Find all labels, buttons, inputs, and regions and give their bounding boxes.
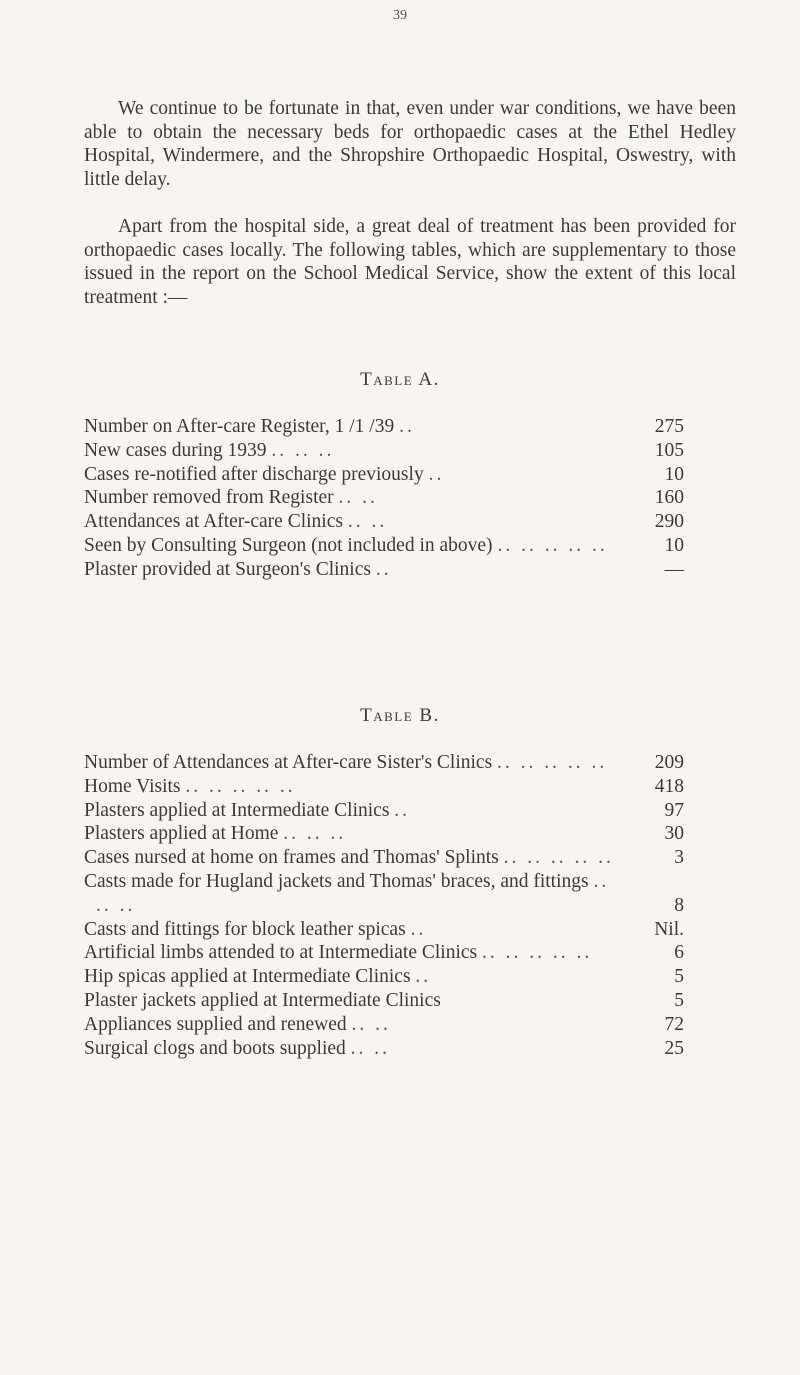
table-row	[84, 751, 684, 775]
table-row	[84, 534, 684, 558]
row-label-text: Cases nursed at home on frames and Thomas' Splints	[84, 847, 499, 869]
row-label-text: Artificial limbs attended to at Intermediate Clinics	[84, 942, 478, 964]
row-label	[84, 989, 614, 1013]
table-row	[84, 941, 684, 965]
row-leader-dots: .. ..	[347, 511, 388, 533]
row-value: 5	[674, 966, 684, 988]
row-leader-dots: .. .. ..	[96, 870, 610, 916]
row-label	[84, 463, 614, 487]
row-value: 25	[664, 1037, 684, 1059]
row-leader-dots: ..	[394, 799, 411, 821]
row-label-text: Number on After-care Register, 1 /1 /39	[84, 416, 395, 437]
table-row	[84, 439, 684, 463]
row-label	[84, 775, 614, 799]
row-label	[84, 1037, 614, 1061]
row-label-text: Casts made for Hugland jackets and Thomas' braces, and fittings	[84, 870, 589, 892]
table-row	[84, 846, 684, 870]
row-label	[84, 751, 614, 775]
row-leader-dots: ..	[428, 463, 445, 485]
row-value: 275	[654, 416, 684, 437]
row-label-text: Number of Attendances at After-care Sister's Clinics	[84, 752, 493, 773]
row-label-text: Attendances at After-care Clinics	[84, 511, 343, 533]
row-label-text: Appliances supplied and renewed	[84, 1013, 347, 1035]
row-label	[84, 799, 614, 823]
row-leader-dots: ..	[410, 918, 427, 940]
table-row	[84, 415, 684, 439]
row-value: 3	[674, 847, 684, 869]
row-leader-dots: ..	[415, 966, 432, 988]
row-leader-dots: .. .. ..	[283, 823, 347, 845]
row-label-text: Number removed from Register	[84, 487, 334, 509]
row-label	[84, 822, 614, 846]
row-value: 6	[674, 942, 684, 964]
row-value: 290	[654, 511, 684, 533]
row-label-text: Plaster provided at Surgeon's Clinics	[84, 558, 371, 580]
table-row	[84, 558, 684, 582]
row-value: 8	[674, 894, 684, 916]
table-row	[84, 918, 684, 942]
row-label-text: Plaster jackets applied at Intermediate Clinics	[84, 989, 441, 1011]
row-leader-dots: ..	[399, 416, 415, 437]
table-row	[84, 1013, 684, 1037]
table-row	[84, 822, 684, 846]
row-leader-dots: .. ..	[351, 1013, 391, 1035]
row-leader-dots: .. .. .. .. ..	[185, 775, 296, 797]
row-label-text: New cases during 1939	[84, 439, 267, 461]
row-label	[84, 439, 614, 463]
row-leader-dots: .. ..	[350, 1037, 391, 1059]
row-label-text: Cases re-notified after discharge previously	[84, 463, 424, 485]
row-leader-dots: .. ..	[338, 487, 378, 509]
row-value: 160	[654, 487, 684, 509]
row-label	[84, 510, 614, 534]
table-row	[84, 1037, 684, 1061]
row-label-text: Plasters applied at Home	[84, 823, 279, 845]
treatment-paragraph: Apart from the hospital side, a great deal of treatment has been provided for orthopaedic cases locally. The following tables, which are supplementary to those issued in the report on the School Medical Service, show the extent of this local treatment :—	[84, 216, 736, 308]
row-label	[84, 486, 614, 510]
row-label-text: Plasters applied at Intermediate Clinics	[84, 799, 390, 821]
row-label-text: Casts and fittings for block leather spicas	[84, 918, 406, 940]
table-a-title: Table A.	[360, 369, 440, 390]
table-row	[84, 463, 684, 487]
table-a	[84, 415, 684, 582]
row-leader-dots: .. .. .. .. ..	[503, 847, 614, 869]
row-value: 97	[664, 799, 684, 821]
row-label	[84, 415, 614, 439]
row-value: 72	[664, 1013, 684, 1035]
table-row	[84, 870, 684, 918]
row-leader-dots: ..	[375, 558, 392, 580]
table-b-title: Table B.	[360, 705, 440, 726]
row-value: 5	[674, 989, 684, 1011]
row-value: 10	[664, 534, 684, 556]
row-label-text: Surgical clogs and boots supplied	[84, 1037, 346, 1059]
table-b	[84, 751, 684, 1060]
row-value: 10	[664, 463, 684, 485]
row-label	[84, 1013, 614, 1037]
row-label-text: Hip spicas applied at Intermediate Clinics	[84, 966, 411, 988]
row-label-text: Home Visits	[84, 775, 181, 797]
row-label	[84, 534, 614, 558]
table-row	[84, 989, 684, 1013]
table-row	[84, 775, 684, 799]
row-label	[84, 846, 614, 870]
table-row	[84, 510, 684, 534]
page-number: 39	[393, 8, 407, 23]
table-row	[84, 486, 684, 510]
row-value: 30	[664, 823, 684, 845]
row-leader-dots: .. .. .. .. ..	[497, 534, 608, 556]
row-value: 418	[654, 775, 684, 797]
row-label-text: Seen by Consulting Surgeon (not included in above)	[84, 534, 493, 556]
row-leader-dots: .. .. .. .. ..	[482, 942, 593, 964]
row-value: Nil.	[654, 918, 684, 940]
row-label	[84, 918, 614, 942]
intro-paragraph: We continue to be fortunate in that, even under war conditions, we have been able to obtain the necessary beds for orthopaedic cases at the Ethel Hedley Hospital, Windermere, and the Shropshire Orthopaedic Hospital, Oswestry, with little delay.	[84, 98, 736, 190]
table-row	[84, 965, 684, 989]
row-value: —	[664, 558, 684, 580]
row-leader-dots: .. .. ..	[271, 439, 335, 461]
row-label	[84, 870, 614, 918]
table-row	[84, 799, 684, 823]
row-label	[84, 941, 614, 965]
row-value: 209	[654, 752, 684, 773]
row-label	[84, 558, 614, 582]
row-value: 105	[654, 439, 684, 461]
row-label	[84, 965, 614, 989]
row-leader-dots: .. .. .. .. ..	[497, 752, 608, 773]
